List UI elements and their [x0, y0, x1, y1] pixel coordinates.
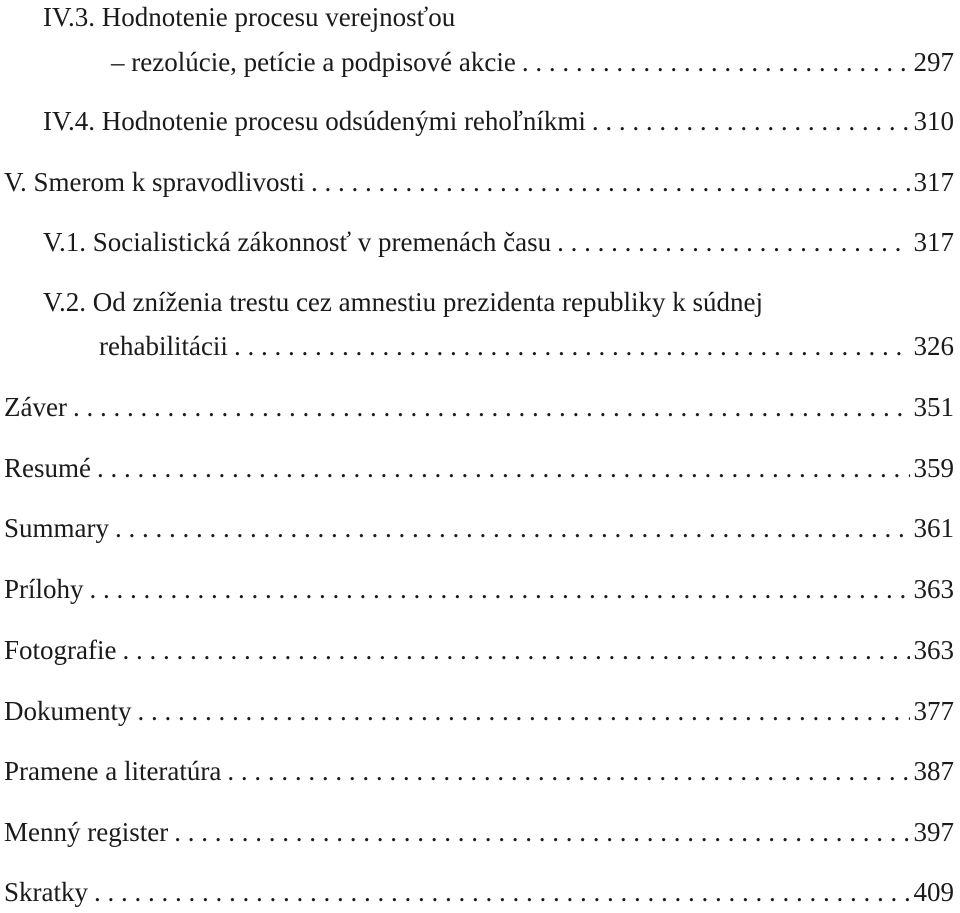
toc-entry-title: Pramene a literatúra [4, 756, 222, 786]
toc-entry-page: 317 [913, 227, 954, 257]
toc-entry-title: V. Smerom k spravodlivosti [4, 167, 306, 197]
dot-leader [90, 572, 910, 606]
toc-entry-v1[interactable] [43, 225, 954, 259]
toc-entry-summary[interactable] [4, 511, 954, 545]
toc-entry-title: Summary [4, 513, 109, 543]
toc-entry-title: Prílohy [4, 574, 84, 604]
toc-entry-page: 351 [913, 392, 954, 422]
dot-leader [592, 104, 910, 138]
toc-entry-title: rehabilitácii [99, 331, 228, 361]
toc-entry-page: 361 [913, 513, 954, 543]
dot-leader [522, 45, 910, 79]
toc-entry-page: 359 [913, 453, 954, 483]
toc-entry-page: 363 [913, 574, 954, 604]
toc-entry-title: V.2. Od zníženia trestu cez amnestiu prezidenta republiky k súdnej [43, 287, 764, 317]
dot-leader [174, 815, 909, 849]
dot-leader [311, 165, 909, 199]
toc-entry-iv3[interactable] [111, 45, 954, 79]
toc-entry-v[interactable] [4, 165, 954, 199]
toc-entry-title: Dokumenty [4, 696, 132, 726]
toc-entry-resume[interactable] [4, 451, 954, 485]
dot-leader [73, 390, 910, 424]
toc-entry-pramene[interactable] [4, 754, 954, 788]
dot-leader [115, 511, 910, 545]
toc-entry-prilohy[interactable] [4, 572, 954, 606]
toc-entry-iv4[interactable] [43, 104, 954, 138]
toc-entry-page: 377 [913, 696, 954, 726]
toc-entry-page: 363 [913, 635, 954, 665]
toc-entry-fotografie[interactable] [4, 633, 954, 667]
dot-leader [138, 694, 910, 728]
toc-entry-title: V.1. Socialistická zákonnosť v premenách času [43, 227, 552, 257]
toc-entry-title: – rezolúcie, petície a podpisové akcie [111, 47, 516, 77]
dot-leader [557, 225, 909, 259]
toc-entry-title: Resumé [4, 453, 91, 483]
toc-entry-page: 317 [913, 167, 954, 197]
toc-entry-page: 387 [913, 756, 954, 786]
toc-entry-page: 326 [913, 331, 954, 361]
dot-leader [94, 875, 910, 909]
toc-entry-page: 310 [913, 106, 954, 136]
toc-entry-title: Menný register [4, 817, 169, 847]
toc-entry-zaver[interactable] [4, 390, 954, 424]
dot-leader [227, 754, 909, 788]
toc-entry-page: 297 [913, 47, 954, 77]
toc-entry-page: 397 [913, 817, 954, 847]
toc-entry-page: 409 [913, 877, 954, 907]
toc-entry-title: IV.3. Hodnotenie procesu verejnosťou [43, 2, 456, 32]
toc-entry-title: Záver [4, 392, 67, 422]
dot-leader [97, 451, 910, 485]
toc-entry-v2[interactable] [99, 329, 954, 363]
dot-leader [234, 329, 910, 363]
toc-entry-title: IV.4. Hodnotenie procesu odsúdenými rehoľníkmi [43, 106, 586, 136]
toc-entry-skratky[interactable] [4, 875, 954, 909]
dot-leader [122, 633, 909, 667]
toc-entry-title: Fotografie [4, 635, 117, 665]
toc-entry-menny-register[interactable] [4, 815, 954, 849]
toc-entry-dokumenty[interactable] [4, 694, 954, 728]
toc-entry-v2-title [43, 285, 763, 319]
toc-entry-title: Skratky [4, 877, 88, 907]
toc-entry-iv3-title [43, 0, 455, 34]
